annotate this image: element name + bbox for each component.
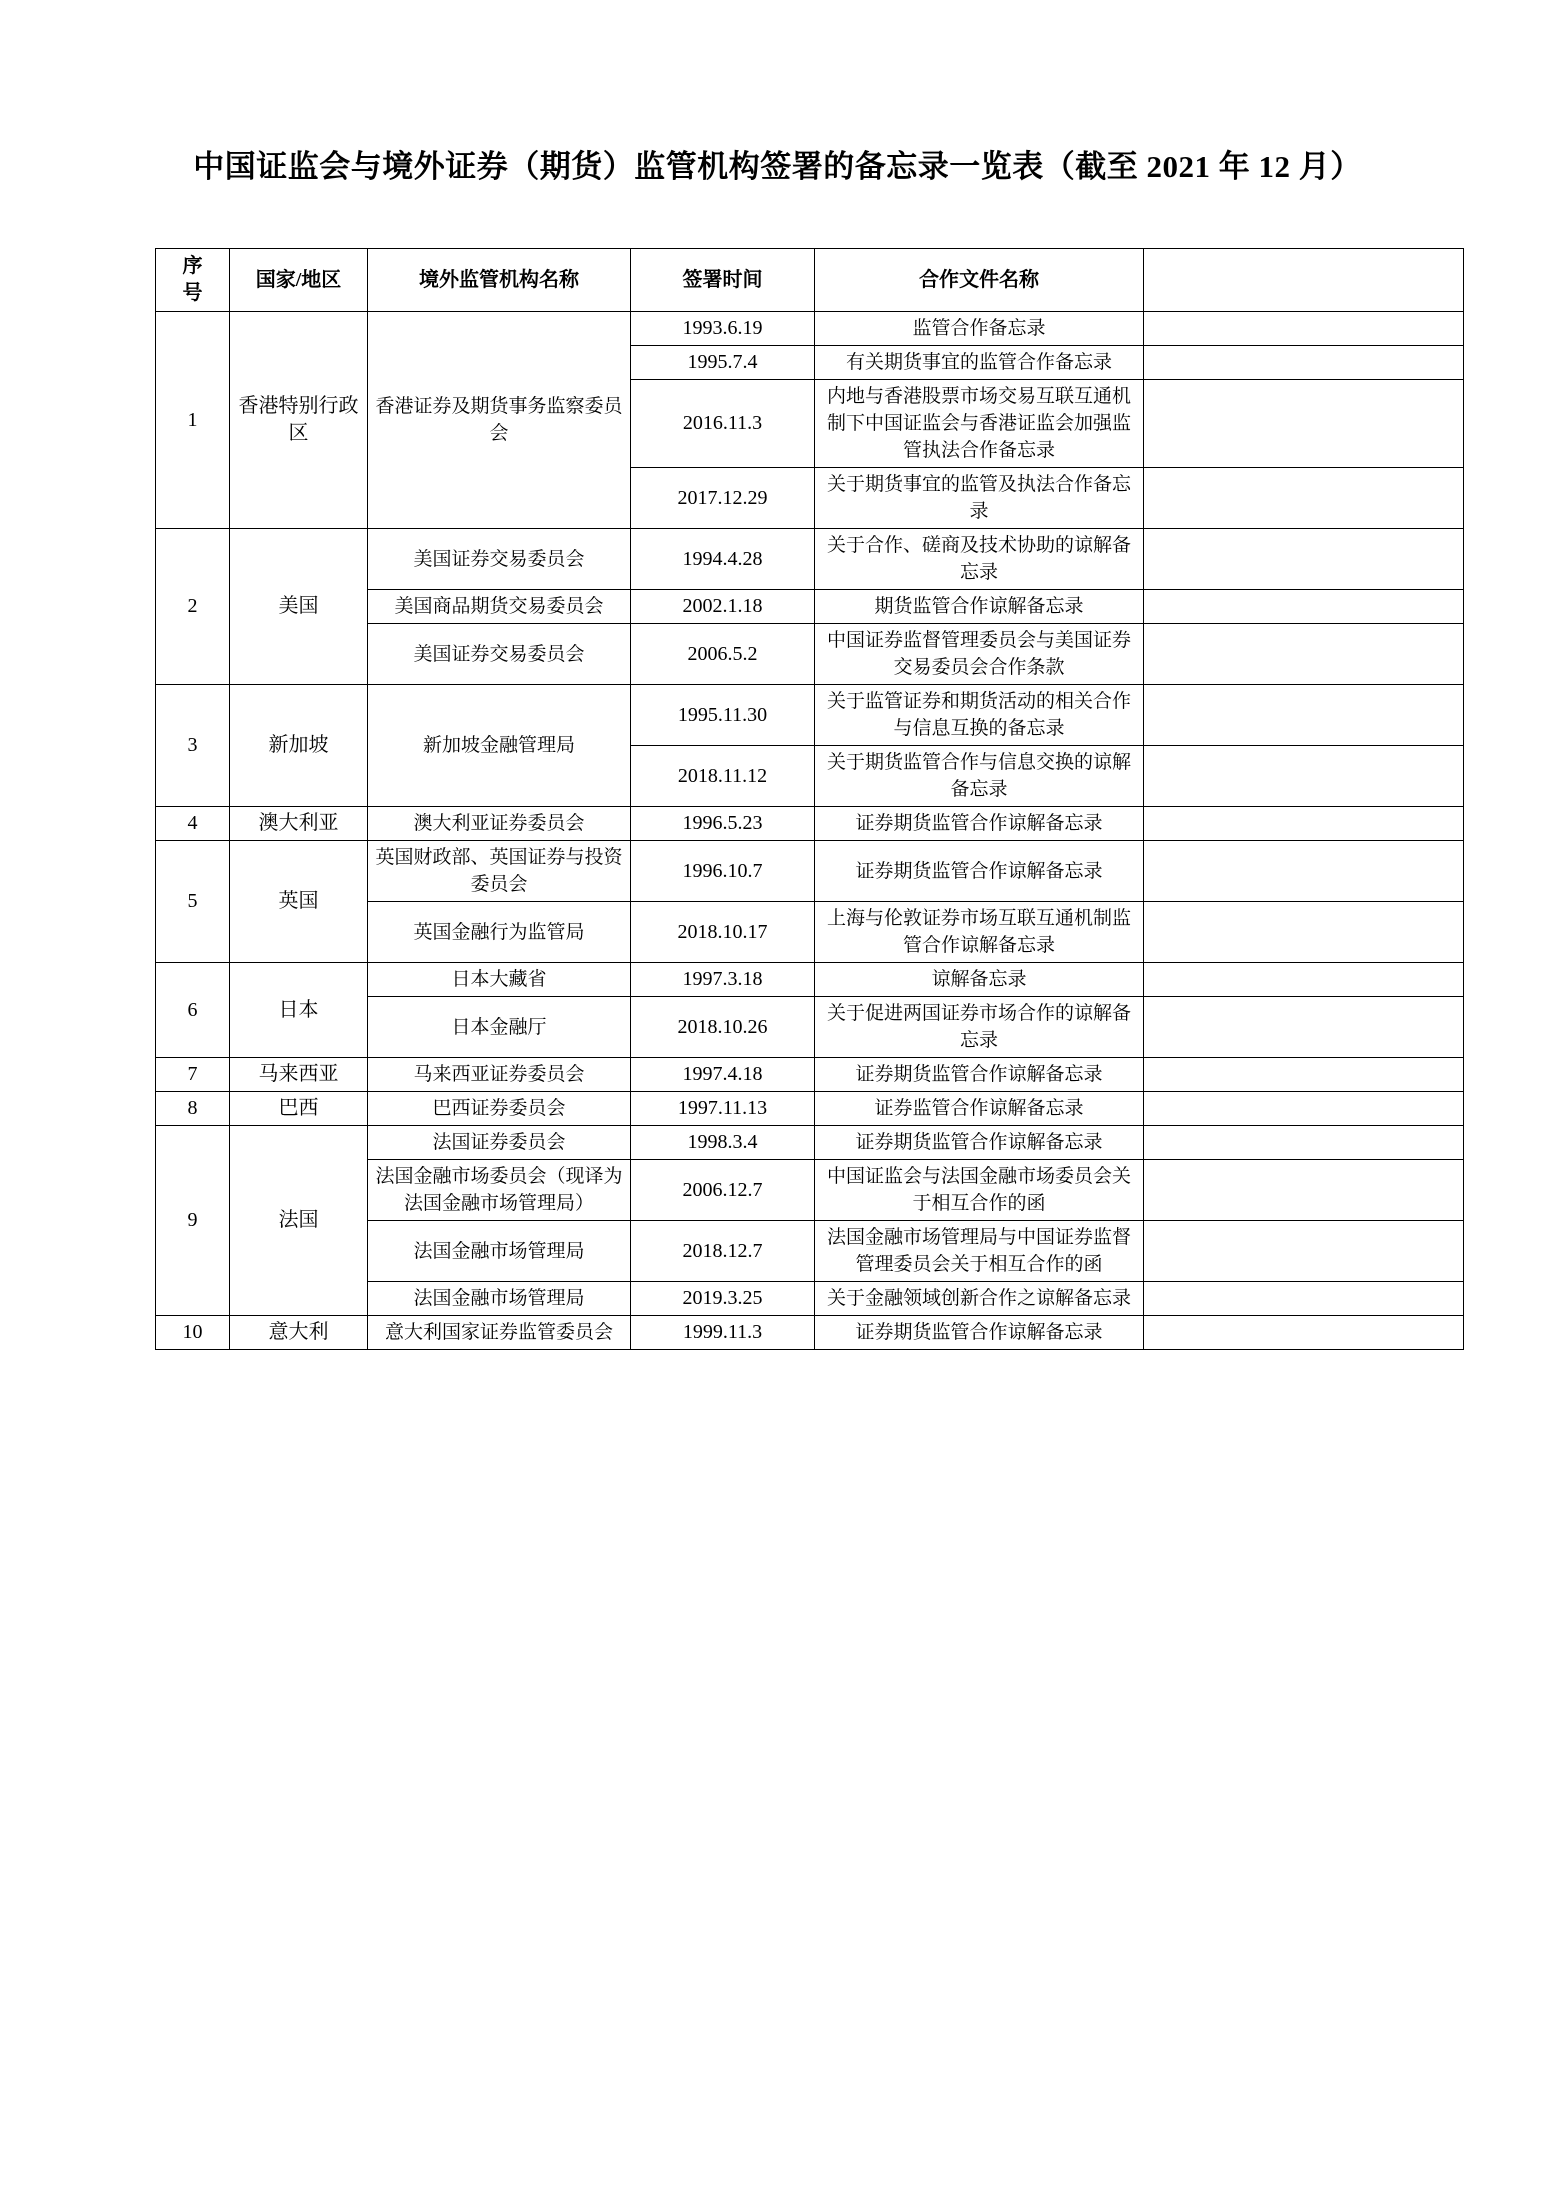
cell-agency-name: 马来西亚证券委员会	[368, 1058, 631, 1092]
cell-document-name: 证券期货监管合作谅解备忘录	[815, 1316, 1144, 1350]
cell-document-name: 关于监管证券和期货活动的相关合作与信息互换的备忘录	[815, 685, 1144, 746]
cell-document-name: 关于金融领域创新合作之谅解备忘录	[815, 1282, 1144, 1316]
cell-document-name: 证券期货监管合作谅解备忘录	[815, 1126, 1144, 1160]
cell-agency-name: 法国金融市场管理局	[368, 1221, 631, 1282]
cell-document-name: 内地与香港股票市场交易互联互通机制下中国证监会与香港证监会加强监管执法合作备忘录	[815, 380, 1144, 468]
cell-note	[1144, 746, 1464, 807]
table-row	[156, 1092, 1464, 1126]
cell-note	[1144, 841, 1464, 902]
cell-note	[1144, 380, 1464, 468]
cell-document-name: 证券期货监管合作谅解备忘录	[815, 807, 1144, 841]
cell-note	[1144, 1316, 1464, 1350]
cell-document-name: 监管合作备忘录	[815, 312, 1144, 346]
cell-document-name: 证券监管合作谅解备忘录	[815, 1092, 1144, 1126]
cell-note	[1144, 346, 1464, 380]
column-header-seq-line2: 号	[182, 282, 203, 304]
table-body	[156, 312, 1464, 1350]
cell-note	[1144, 1160, 1464, 1221]
cell-signing-date: 2019.3.25	[631, 1282, 815, 1316]
cell-document-name: 关于期货监管合作与信息交换的谅解备忘录	[815, 746, 1144, 807]
cell-signing-date: 2018.10.17	[631, 902, 815, 963]
cell-note	[1144, 590, 1464, 624]
cell-note	[1144, 529, 1464, 590]
cell-sequence-number: 3	[156, 685, 230, 807]
cell-agency-name: 巴西证券委员会	[368, 1092, 631, 1126]
cell-agency-name: 英国财政部、英国证券与投资委员会	[368, 841, 631, 902]
cell-sequence-number: 5	[156, 841, 230, 963]
cell-country: 澳大利亚	[230, 807, 368, 841]
cell-note	[1144, 997, 1464, 1058]
cell-country: 巴西	[230, 1092, 368, 1126]
cell-document-name: 中国证监会与法国金融市场委员会关于相互合作的函	[815, 1160, 1144, 1221]
cell-signing-date: 2016.11.3	[631, 380, 815, 468]
cell-country: 法国	[230, 1126, 368, 1316]
cell-signing-date: 1997.3.18	[631, 963, 815, 997]
cell-sequence-number: 2	[156, 529, 230, 685]
cell-note	[1144, 624, 1464, 685]
cell-sequence-number: 10	[156, 1316, 230, 1350]
column-header-seq	[156, 249, 230, 312]
table-row	[156, 807, 1464, 841]
cell-note	[1144, 1282, 1464, 1316]
table-row	[156, 1058, 1464, 1092]
cell-signing-date: 2018.11.12	[631, 746, 815, 807]
cell-note	[1144, 312, 1464, 346]
cell-signing-date: 1998.3.4	[631, 1126, 815, 1160]
cell-document-name: 关于合作、磋商及技术协助的谅解备忘录	[815, 529, 1144, 590]
cell-document-name: 期货监管合作谅解备忘录	[815, 590, 1144, 624]
cell-sequence-number: 4	[156, 807, 230, 841]
cell-country: 英国	[230, 841, 368, 963]
cell-document-name: 关于促进两国证券市场合作的谅解备忘录	[815, 997, 1144, 1058]
table-header-row	[156, 249, 1464, 312]
cell-agency-name: 美国商品期货交易委员会	[368, 590, 631, 624]
cell-sequence-number: 7	[156, 1058, 230, 1092]
table-row	[156, 529, 1464, 590]
column-header-country: 国家/地区	[230, 249, 368, 312]
cell-signing-date: 1996.10.7	[631, 841, 815, 902]
cell-signing-date: 1995.11.30	[631, 685, 815, 746]
cell-note	[1144, 1058, 1464, 1092]
cell-document-name: 上海与伦敦证券市场互联互通机制监管合作谅解备忘录	[815, 902, 1144, 963]
cell-note	[1144, 685, 1464, 746]
cell-agency-name: 法国金融市场管理局	[368, 1282, 631, 1316]
cell-country: 美国	[230, 529, 368, 685]
memo-table-container	[155, 248, 1397, 1350]
table-row	[156, 963, 1464, 997]
cell-note	[1144, 902, 1464, 963]
cell-agency-name: 香港证券及期货事务监察委员会	[368, 312, 631, 529]
memo-table	[155, 248, 1464, 1350]
cell-document-name: 证券期货监管合作谅解备忘录	[815, 841, 1144, 902]
cell-signing-date: 1999.11.3	[631, 1316, 815, 1350]
cell-sequence-number: 1	[156, 312, 230, 529]
cell-agency-name: 美国证券交易委员会	[368, 624, 631, 685]
cell-signing-date: 1993.6.19	[631, 312, 815, 346]
table-row	[156, 312, 1464, 346]
cell-note	[1144, 807, 1464, 841]
cell-agency-name: 英国金融行为监管局	[368, 902, 631, 963]
cell-signing-date: 2006.5.2	[631, 624, 815, 685]
column-header-note	[1144, 249, 1464, 312]
column-header-date: 签署时间	[631, 249, 815, 312]
cell-note	[1144, 1221, 1464, 1282]
column-header-document: 合作文件名称	[815, 249, 1144, 312]
column-header-seq-line1: 序	[182, 255, 203, 277]
cell-document-name: 关于期货事宜的监管及执法合作备忘录	[815, 468, 1144, 529]
cell-agency-name: 新加坡金融管理局	[368, 685, 631, 807]
cell-country: 新加坡	[230, 685, 368, 807]
cell-note	[1144, 963, 1464, 997]
cell-signing-date: 2002.1.18	[631, 590, 815, 624]
cell-country: 意大利	[230, 1316, 368, 1350]
cell-agency-name: 法国证券委员会	[368, 1126, 631, 1160]
cell-note	[1144, 1126, 1464, 1160]
cell-country: 日本	[230, 963, 368, 1058]
cell-note	[1144, 1092, 1464, 1126]
cell-sequence-number: 9	[156, 1126, 230, 1316]
table-row	[156, 685, 1464, 746]
cell-note	[1144, 468, 1464, 529]
page-title: 中国证监会与境外证券（期货）监管机构签署的备忘录一览表（截至 2021 年 12 月）	[193, 149, 1362, 184]
cell-document-name: 有关期货事宜的监管合作备忘录	[815, 346, 1144, 380]
cell-signing-date: 1996.5.23	[631, 807, 815, 841]
cell-agency-name: 日本大藏省	[368, 963, 631, 997]
cell-agency-name: 日本金融厅	[368, 997, 631, 1058]
cell-sequence-number: 6	[156, 963, 230, 1058]
cell-signing-date: 1997.4.18	[631, 1058, 815, 1092]
cell-document-name: 证券期货监管合作谅解备忘录	[815, 1058, 1144, 1092]
table-row	[156, 841, 1464, 902]
cell-signing-date: 1994.4.28	[631, 529, 815, 590]
cell-country: 香港特别行政区	[230, 312, 368, 529]
cell-country: 马来西亚	[230, 1058, 368, 1092]
cell-document-name: 中国证券监督管理委员会与美国证券交易委员会合作条款	[815, 624, 1144, 685]
column-header-agency: 境外监管机构名称	[368, 249, 631, 312]
cell-signing-date: 2006.12.7	[631, 1160, 815, 1221]
cell-signing-date: 2018.12.7	[631, 1221, 815, 1282]
cell-document-name: 法国金融市场管理局与中国证券监督管理委员会关于相互合作的函	[815, 1221, 1144, 1282]
cell-sequence-number: 8	[156, 1092, 230, 1126]
table-row	[156, 1316, 1464, 1350]
cell-signing-date: 2017.12.29	[631, 468, 815, 529]
cell-signing-date: 1997.11.13	[631, 1092, 815, 1126]
cell-agency-name: 澳大利亚证券委员会	[368, 807, 631, 841]
cell-document-name: 谅解备忘录	[815, 963, 1144, 997]
cell-agency-name: 意大利国家证券监管委员会	[368, 1316, 631, 1350]
cell-agency-name: 法国金融市场委员会（现译为法国金融市场管理局）	[368, 1160, 631, 1221]
cell-signing-date: 2018.10.26	[631, 997, 815, 1058]
cell-agency-name: 美国证券交易委员会	[368, 529, 631, 590]
cell-signing-date: 1995.7.4	[631, 346, 815, 380]
table-header	[156, 249, 1464, 312]
table-row	[156, 1126, 1464, 1160]
